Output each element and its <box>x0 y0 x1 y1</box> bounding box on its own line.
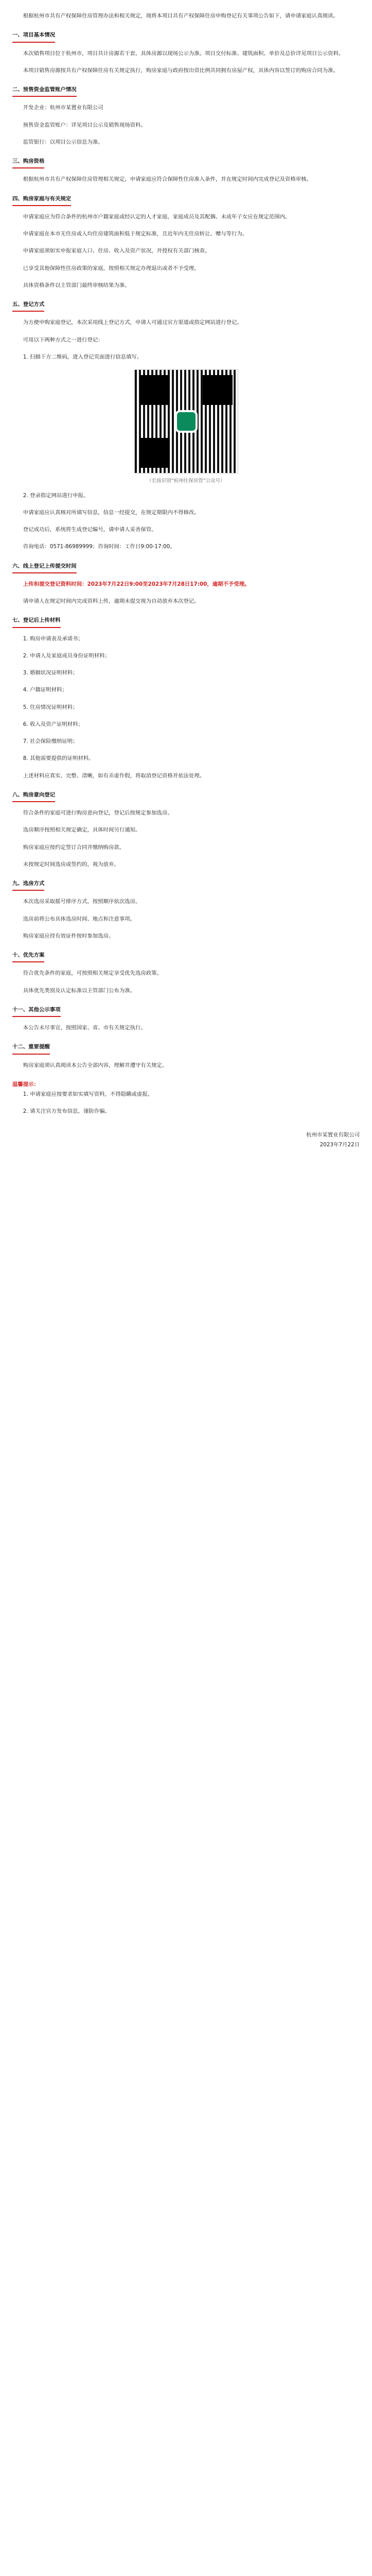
signature-block <box>12 1130 360 1150</box>
signature-date: 2023年7月22日 <box>320 1141 360 1148</box>
warm-notice-item-1: 1. 申请家庭应按要求如实填写资料，不得隐瞒或虚报。 <box>23 1091 153 1098</box>
project-info-paragraph-2: 本项目销售房源按共有产权保障住房有关规定执行，购房家庭与政府按出资比例共同拥有房屋产权，具体内容以签订的购房合同为准。 <box>23 67 339 74</box>
other-matters-paragraph: 本公告未尽事宜，按照国家、省、市有关规定执行。 <box>23 1025 146 1031</box>
section-title: 八、购房意向登记 <box>12 790 55 802</box>
upload-time-paragraph: 上传和提交登记资料时间：2023年7月22日9:00至2023年7月28日17:00，逾期不予受理。 <box>23 581 250 587</box>
household-rules-paragraph-3: 申请家庭须如实申报家庭人口、住房、收入及资产状况，并授权有关部门核查。 <box>23 248 210 255</box>
section-title: 三、购房资格 <box>12 157 44 168</box>
selection-method-paragraph-2: 选房前将公布具体选房时间、地点和注意事项。 <box>23 916 135 922</box>
registration-paragraph-1: 为方便申购家庭登记，本次采用线上登记方式，申请人可通过官方渠道或指定网站进行登记。 <box>23 319 242 326</box>
section-title: 十二、重要提醒 <box>12 1042 50 1054</box>
section-household-rules <box>12 194 360 291</box>
section-purchase-intent <box>12 790 360 870</box>
warm-notice-title: 温馨提示： <box>12 1081 39 1088</box>
section-upload-time <box>12 562 360 607</box>
section-required-materials <box>12 616 360 781</box>
important-reminder-paragraph: 购房家庭须认真阅读本公告全部内容，理解并遵守有关规定。 <box>23 1062 168 1069</box>
section-other-matters <box>12 1005 360 1033</box>
material-item-3: 3. 婚姻状况证明材料； <box>23 670 78 676</box>
escrow-paragraph-2: 预售资金监管账户：详见项目公示及销售现场资料。 <box>23 122 146 128</box>
material-item-4: 4. 户籍证明材料； <box>23 687 67 693</box>
intro-paragraph: 根据杭州市共有产权保障住房管理办法和相关规定，现将本项目共有产权保障住房申购登记有关事项公告如下，请申请家庭认真阅读。 <box>23 13 339 19</box>
section-title: 五、登记方式 <box>12 300 44 312</box>
household-rules-paragraph-4: 已享受其他保障性住房政策的家庭，按照相关规定办理退出或者不予受理。 <box>23 265 200 272</box>
purchase-intent-paragraph-2: 选房顺序按照相关规定确定，具体时间另行通知。 <box>23 827 141 834</box>
registration-paragraph-2: 可用以下两种方式之一进行登记： <box>23 336 103 343</box>
contact-paragraph: 咨询电话：0571-86989999；咨询时间：工作日9:00-17:00。 <box>23 544 175 550</box>
eligibility-paragraph: 根据杭州市共有产权保障住房管理相关规定，申请家庭应符合保障性住房准入条件，并在规定时间内完成登记及资格审核。 <box>23 176 312 183</box>
purchase-intent-paragraph-1: 符合条件的家庭可进行购房意向登记，登记后按规定参加选房。 <box>23 810 173 817</box>
registration-paragraph-3: 1. 扫描下方二维码，进入登记页面进行信息填写。 <box>23 353 143 360</box>
section-title: 二、预售资金监管账户情况 <box>12 85 77 97</box>
material-item-6: 6. 收入及资产证明材料； <box>23 721 83 727</box>
section-important-reminder <box>12 1042 360 1071</box>
section-registration-method <box>12 300 360 552</box>
material-item-2: 2. 申请人及家庭成员身份证明材料； <box>23 652 110 659</box>
escrow-paragraph-1: 开发企业：杭州市某置业有限公司 <box>23 105 103 111</box>
qr-caption: （长按识别“杭州住保房管”公众号） <box>147 478 225 484</box>
qr-code-image[interactable] <box>134 369 238 473</box>
section-title: 六、线上登记上传提交时间 <box>12 562 77 573</box>
section-eligibility <box>12 157 360 185</box>
priority-plan-paragraph-1: 符合优先条件的家庭，可按照相关规定享受优先选房政策。 <box>23 970 162 977</box>
escrow-paragraph-3: 监管银行：以项目公示信息为准。 <box>23 139 103 145</box>
purchase-intent-paragraph-4: 未按规定时间选房或签约的，视为放弃。 <box>23 861 119 868</box>
upload-time-note: 请申请人在规定时间内完成资料上传，逾期未提交视为自动放弃本次登记。 <box>23 598 200 605</box>
material-item-5: 5. 住房情况证明材料； <box>23 704 78 710</box>
selection-method-paragraph-1: 本次选房采取摇号排序方式，按照顺序依次选房。 <box>23 899 141 905</box>
material-item-8: 8. 其他需要提供的证明材料。 <box>23 755 94 762</box>
project-info-paragraph-1: 本次销售项目位于杭州市，项目共计房源若干套，具体房源以现场公示为准。项目交付标准、建筑面积、单价及总价详见项目公示资料。 <box>23 50 344 57</box>
section-title: 十一、其他公示事项 <box>12 1005 61 1017</box>
household-rules-paragraph-1: 申请家庭应为符合条件的杭州市户籍家庭或经认定的人才家庭，家庭成员及其配偶、未成年子女应在规定范围内。 <box>23 213 291 220</box>
materials-warning: 上述材料应真实、完整、清晰，如有弄虚作假，将取消登记资格并依法处理。 <box>23 772 205 779</box>
warm-notice <box>12 1080 360 1117</box>
section-selection-method <box>12 879 360 941</box>
section-title: 九、选房方式 <box>12 879 44 891</box>
section-escrow-account <box>12 85 360 147</box>
warm-notice-item-2: 2. 请关注官方发布信息，谨防诈骗。 <box>23 1108 110 1115</box>
section-priority-plan <box>12 951 360 996</box>
household-rules-paragraph-2: 申请家庭在本市无住房或人均住房建筑面积低于规定标准，且近年内无住房转让、赠与等行为。 <box>23 231 248 237</box>
section-title: 十、优先方案 <box>12 951 44 962</box>
section-title: 七、登记后上传材料 <box>12 616 61 628</box>
material-item-1: 1. 购房申请表及承诺书； <box>23 635 83 642</box>
registration-paragraph-5: 申请家庭应认真核对所填写信息，信息一经提交，在规定期限内不得修改。 <box>23 509 200 516</box>
priority-plan-paragraph-2: 具体优先类别及认定标准以主管部门公布为准。 <box>23 987 135 994</box>
selection-method-paragraph-3: 购房家庭应持有效证件按时参加选房。 <box>23 933 114 939</box>
purchase-intent-paragraph-3: 购房家庭应按约定签订合同并缴纳购房款。 <box>23 844 125 851</box>
section-title: 四、购房家庭与有关规定 <box>12 194 71 206</box>
signature-company: 杭州市某置业有限公司 <box>306 1131 360 1138</box>
qr-code-block <box>12 369 360 486</box>
material-item-7: 7. 社会保险缴纳证明； <box>23 738 78 745</box>
registration-paragraph-4: 2. 登录指定网站进行申报。 <box>23 492 89 499</box>
section-project-info <box>12 30 360 76</box>
qr-logo-icon <box>175 410 198 433</box>
household-rules-paragraph-5: 具体资格条件以主管部门最终审核结果为准。 <box>23 282 130 289</box>
registration-paragraph-6: 登记成功后，系统将生成登记编号，请申请人妥善保管。 <box>23 527 157 533</box>
section-title: 一、项目基本情况 <box>12 30 55 42</box>
